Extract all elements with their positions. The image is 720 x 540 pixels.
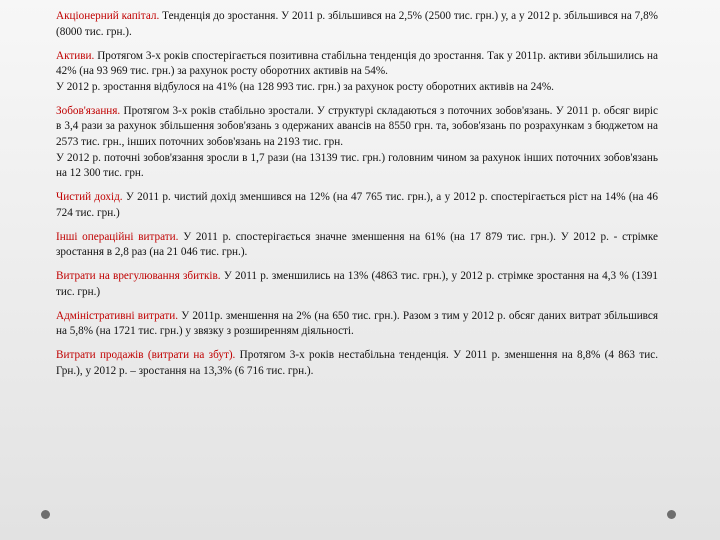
text-other-operating-expenses: У 2011 р. спостерігається значне зменшення на 61% (на 17 879 тис. грн.). У 2012 р. - стрімке зростання в 2,8 раз (на 21 046 тис. грн.).	[56, 230, 658, 259]
text-loss-settlement-expenses: У 2011 р. зменшились на 13% (4863 тис. грн.), у 2012 р. стрімке зростання на 4,3 % (1391 тис. грн.)	[56, 270, 658, 298]
text-liabilities-2011: Протягом 3-х років стабільно зростали. У структурі складаються з поточних зобов'язань. У 2011 р. обсяг виріс в 3,4 рази за рахунок збільшення зобов'язань з одержаних авансів на 8550 грн. та, зобов'язань по розрахункам з бюджетом на 2573 тис. грн., інших поточних зобов'язань на 2193 тис. грн.	[56, 104, 658, 148]
heading-loss-settlement-expenses: Витрати на врегулювання збитків.	[56, 270, 221, 283]
paragraph-share-capital	[56, 9, 658, 40]
text-share-capital: Тенденція до зростання. У 2011 р. збільшився на 2,5% (2500 тис. грн.) у, а у 2012 р. збільшився на 7,8% (8000 тис. грн.).	[56, 10, 658, 38]
heading-selling-expenses: Витрати продажів (витрати на збут).	[56, 349, 236, 362]
slide-bullet-left-icon	[41, 510, 50, 519]
text-administrative-expenses: У 2011р. зменшення на 2% (на 650 тис. грн.). Разом з тим у 2012 р. обсяг даних витрат збільшився на 5,8% (на 1721 тис. грн.) у звязку з розширенням діяльності.	[56, 309, 659, 338]
content-area	[56, 9, 658, 388]
paragraph-assets	[56, 49, 658, 96]
text-net-income: У 2011 р. чистий дохід зменшився на 12% (на 47 765 тис. грн.), а у 2012 р. спостерігається ріст на 14% (на 46 724 тис. грн.)	[56, 191, 658, 219]
paragraph-net-income	[56, 190, 658, 221]
paragraph-selling-expenses	[56, 348, 658, 379]
heading-share-capital: Акціонерний капітал.	[56, 10, 160, 22]
paragraph-loss-settlement-expenses	[56, 269, 658, 300]
heading-liabilities: Зобов'язання.	[56, 104, 121, 117]
slide-bullet-right-icon	[667, 510, 676, 519]
heading-other-operating-expenses: Інші операційні витрати.	[56, 230, 179, 243]
heading-net-income: Чистий дохід.	[56, 191, 123, 204]
paragraph-other-operating-expenses	[56, 230, 658, 261]
text-assets-2012: У 2012 р. зростання відбулося на 41% (на 128 993 тис. грн.) за рахунок росту оборотних активів на 24%.	[56, 80, 554, 93]
paragraph-liabilities	[56, 104, 658, 182]
heading-administrative-expenses: Адміністративні витрати.	[56, 309, 179, 322]
text-selling-expenses: Протягом 3-х років нестабільна тенденція. У 2011 р. зменшення на 8,8% (4 863 тис. Грн.), у 2012 р. – зростання на 13,3% (6 716 тис. грн.).	[56, 349, 658, 378]
heading-assets: Активи.	[56, 49, 95, 62]
paragraph-administrative-expenses	[56, 309, 658, 340]
text-assets-2011: Протягом 3-х років спостерігається позитивна стабільна тенденція до зростання. Так у 2011р. активи збільшились на 42% (на 93 969 тис. грн.) за рахунок росту оборотних активів на 54%.	[56, 49, 658, 78]
text-liabilities-2012: У 2012 р. поточні зобов'язання зросли в 1,7 рази (на 13139 тис. грн.) головним чином за рахунок інших поточних зобов'язань на 12 300 тис. грн.	[56, 151, 658, 180]
